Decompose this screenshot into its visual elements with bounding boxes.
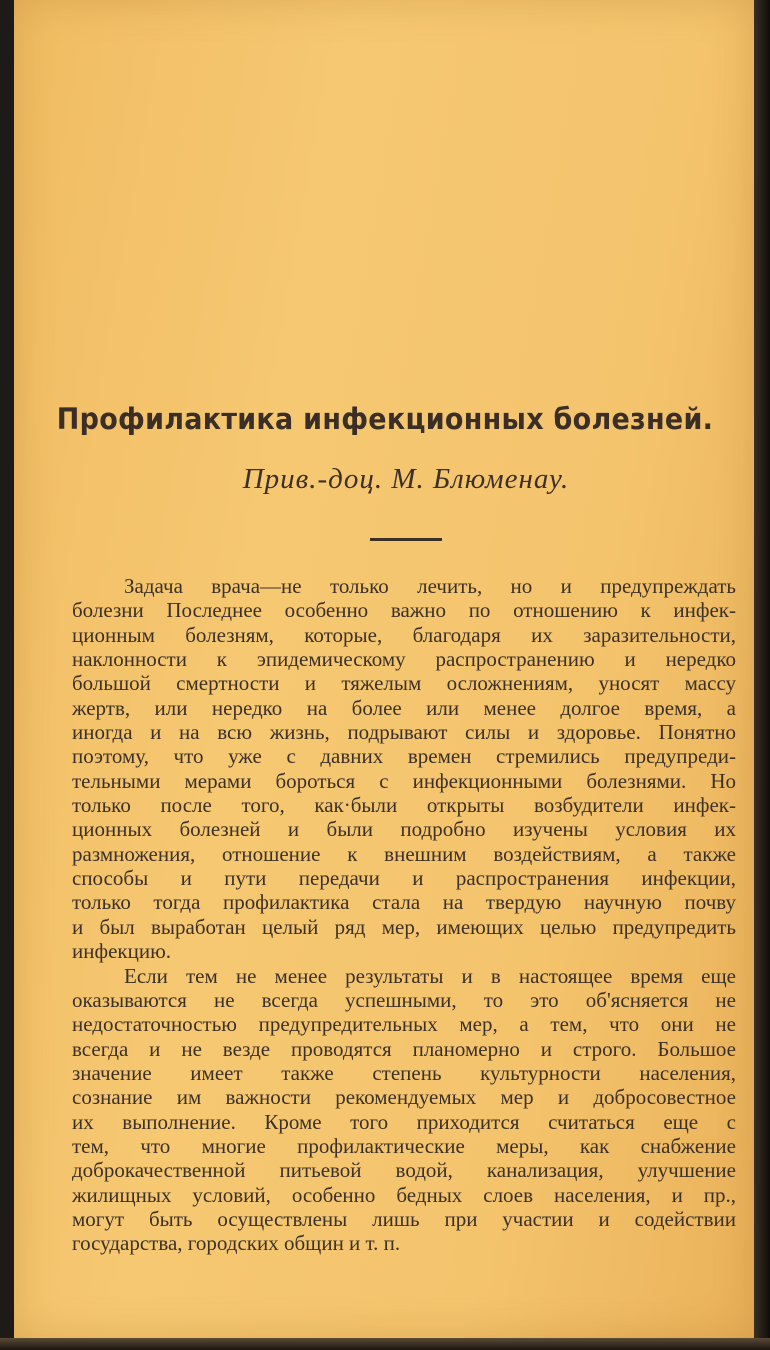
article-body xyxy=(72,574,736,1256)
paragraph-1 xyxy=(72,574,736,964)
text-line: их выполнение. Кроме того приходится считаться еще с xyxy=(72,1109,736,1134)
text-line: наклонности к эпидемическому распространению и нередко xyxy=(72,647,736,672)
text-line: ционным болезням, которые, благодаря их заразительности, xyxy=(72,622,736,647)
text-line: тем, что многие профилактические меры, как снабжение xyxy=(72,1133,736,1158)
title-divider xyxy=(370,538,442,541)
text-line: сознание им важности рекомендуемых мер и добросовестное xyxy=(72,1085,736,1110)
text-line: размножения, отношение к внешним воздействиям, а также xyxy=(72,841,736,866)
text-line: болезни Последнее особенно важно по отношению к инфек- xyxy=(72,598,736,623)
text-line: всегда и не везде проводятся планомерно и строго. Большое xyxy=(72,1036,736,1061)
text-line: жилищных условий, особенно бедных слоев населения, и пр., xyxy=(72,1182,736,1207)
text-line: большой смертности и тяжелым осложнениям, уносят массу xyxy=(72,671,736,696)
page-bottom-shadow xyxy=(0,1338,770,1350)
text-line: иногда и на всю жизнь, подрывают силы и здоровье. Понятно xyxy=(72,720,736,745)
text-line: Если тем не менее результаты и в настоящее время еще xyxy=(124,963,736,988)
text-line: Задача врача—не только лечить, но и предупреждать xyxy=(124,574,736,598)
article-author: Прив.-доц. М. Блюменау. xyxy=(242,463,570,495)
text-line: способы и пути передачи и распространения инфекции, xyxy=(72,866,736,891)
text-line: могут быть осуществлены лишь при участии и содействии xyxy=(72,1206,736,1231)
page-edge-shadow xyxy=(754,0,770,1350)
article-title: Профилактика инфекционных болезней. xyxy=(56,402,714,436)
text-line: инфекцию. xyxy=(72,939,172,964)
text-line: государства, городских общин и т. п. xyxy=(72,1231,401,1256)
text-line: поэтому, что уже с давних времен стремились предупреди- xyxy=(72,744,736,769)
text-line: только тогда профилактика стала на твердую научную почву xyxy=(72,890,736,915)
text-line: тельными мерами бороться с инфекционными болезнями. Но xyxy=(72,768,736,793)
paragraph-2 xyxy=(72,964,736,1256)
text-line: доброкачественной питьевой водой, канализация, улучшение xyxy=(72,1158,736,1183)
text-line: оказываются не всегда успешными, то это об'ясняется не xyxy=(72,987,736,1012)
text-line: жертв, или нередко на более или менее долгое время, а xyxy=(72,695,736,720)
text-line: ционных болезней и были подробно изучены условия их xyxy=(72,817,736,842)
text-line: значение имеет также степень культурности населения, xyxy=(72,1060,736,1085)
text-line: и был выработан целый ряд мер, имеющих целью предупредить xyxy=(72,914,736,939)
text-line: только после того, как·были открыты возбудители инфек- xyxy=(72,793,736,818)
text-line: недостаточностью предупредительных мер, а тем, что они не xyxy=(72,1012,736,1037)
